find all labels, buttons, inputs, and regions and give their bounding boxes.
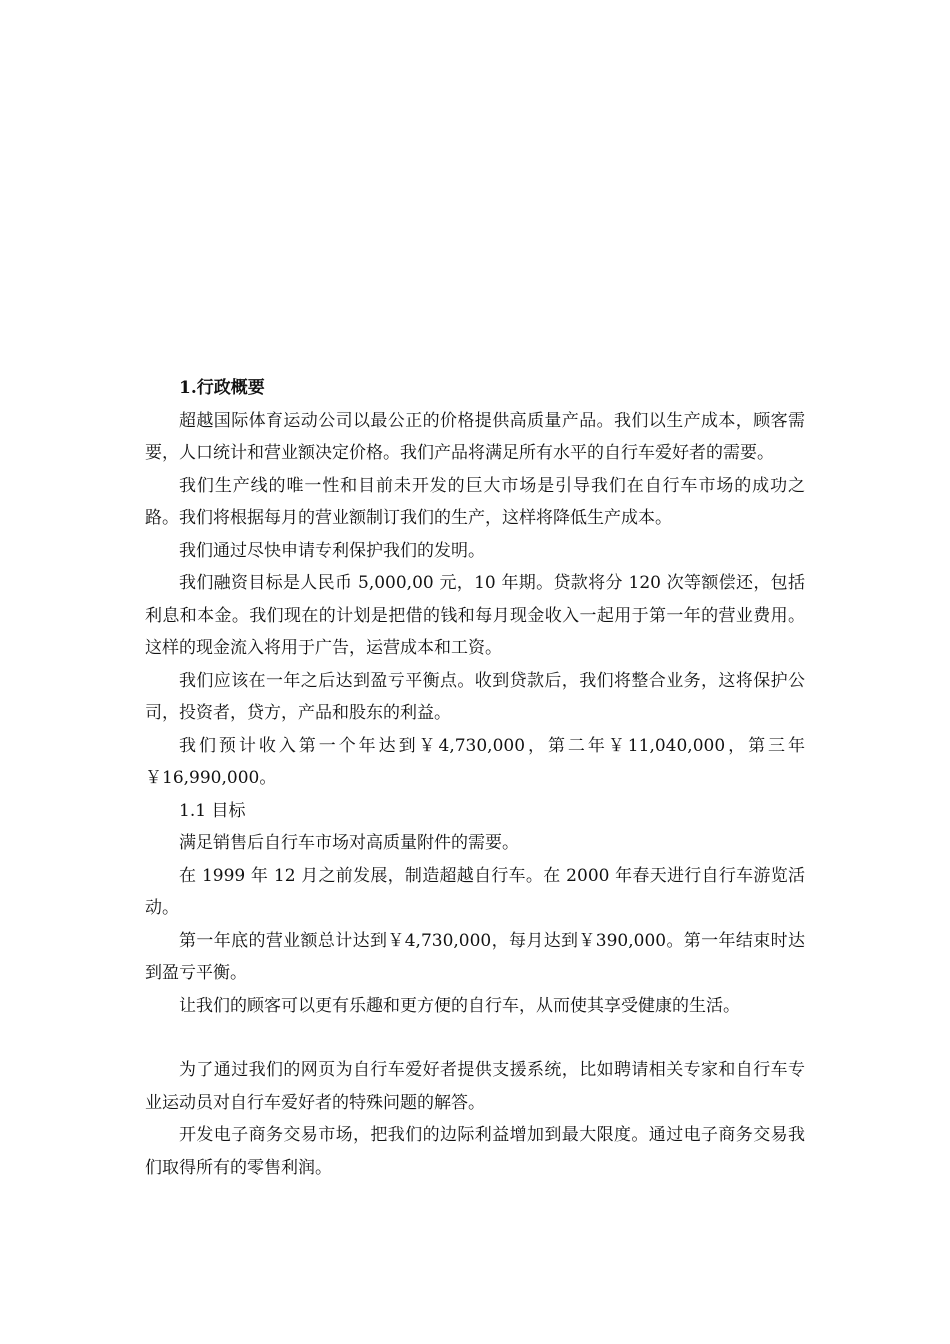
- goal-paragraph: 在 1999 年 12 月之前发展，制造超越自行车。在 2000 年春天进行自行车游览活动。: [145, 865, 805, 918]
- paragraph: 我们生产线的唯一性和目前未开发的巨大市场是引导我们在自行车市场的成功之路。我们将根据每月的营业额制订我们的生产，这样将降低生产成本。: [145, 475, 805, 528]
- document-body: [145, 372, 805, 1184]
- goal-paragraph: 开发电子商务交易市场，把我们的边际利益增加到最大限度。通过电子商务交易我们取得所有的零售利润。: [145, 1125, 805, 1178]
- paragraph: 我们预计收入第一个年达到￥4,730,000，第二年￥11,040,000，第三年￥16,990,000。: [145, 735, 805, 788]
- subsection-heading: 1.1 目标: [179, 800, 246, 821]
- goal-paragraph: 让我们的顾客可以更有乐趣和更方便的自行车，从而使其享受健康的生活。: [179, 995, 740, 1016]
- paragraph: 我们通过尽快申请专利保护我们的发明。: [179, 540, 485, 561]
- goal-paragraph: 第一年底的营业额总计达到￥4,730,000，每月达到￥390,000。第一年结束时达到盈亏平衡。: [145, 930, 805, 983]
- paragraph: 我们融资目标是人民币 5,000,00 元，10 年期。贷款将分 120 次等额偿还，包括利息和本金。我们现在的计划是把借的钱和每月现金收入一起用于第一年的营业费用。这样的现金流入将用于广告，运营成本和工资。: [145, 573, 805, 658]
- paragraph: 超越国际体育运动公司以最公正的价格提供高质量产品。我们以生产成本，顾客需要，人口统计和营业额决定价格。我们产品将满足所有水平的自行车爱好者的需要。: [145, 410, 805, 463]
- goal-paragraph: 满足销售后自行车市场对高质量附件的需要。: [179, 833, 519, 853]
- paragraph: 我们应该在一年之后达到盈亏平衡点。收到贷款后，我们将整合业务，这将保护公司，投资者，贷方，产品和股东的利益。: [145, 670, 805, 723]
- section-heading: 1.行政概要: [179, 378, 265, 398]
- blank-line: [145, 1022, 805, 1054]
- goal-paragraph: 为了通过我们的网页为自行车爱好者提供支援系统，比如聘请相关专家和自行车专业运动员对自行车爱好者的特殊问题的解答。: [145, 1060, 805, 1113]
